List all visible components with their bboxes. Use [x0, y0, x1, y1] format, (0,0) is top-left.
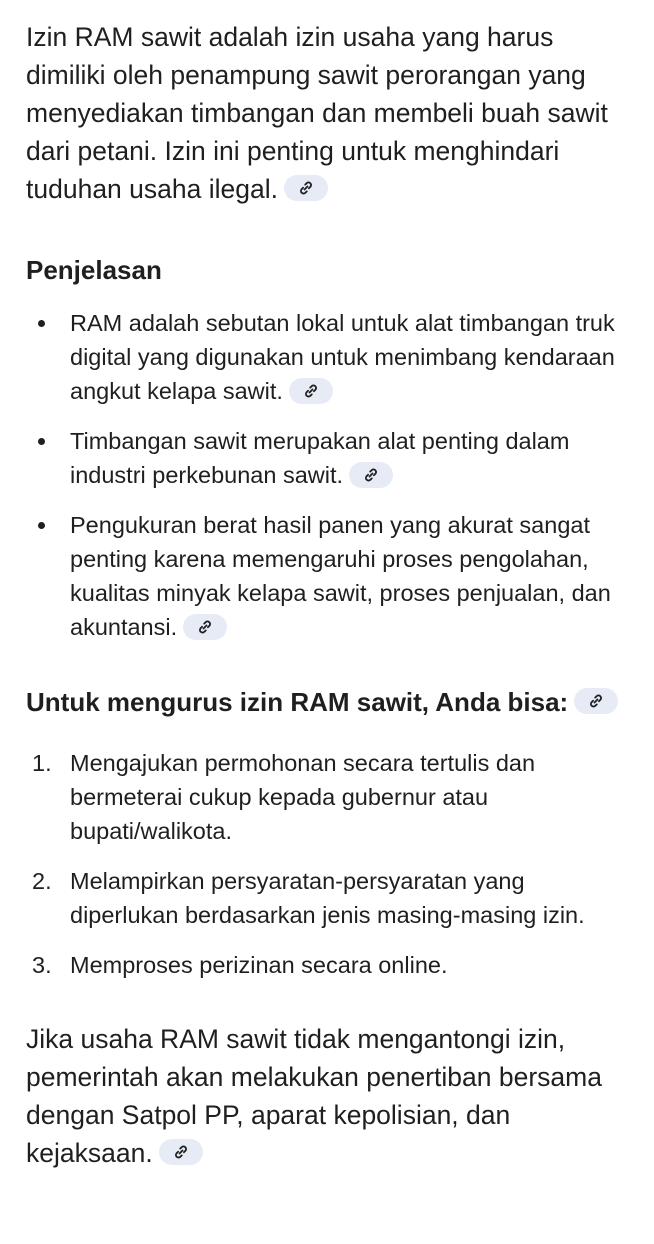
intro-text: Izin RAM sawit adalah izin usaha yang harus dimiliki oleh penampung sawit perorangan yang menyediakan timbangan dan membeli buah sawit dari petani. Izin ini penting untuk menghindari tuduhan usaha ilegal.	[26, 22, 608, 204]
link-icon	[197, 619, 213, 635]
list-item	[26, 864, 630, 932]
list-item	[26, 948, 630, 982]
explanation-list	[26, 306, 630, 644]
list-item-text: Timbangan sawit merupakan alat penting dalam industri perkebunan sawit.	[70, 428, 570, 488]
step-number: 3.	[32, 952, 52, 978]
source-link-chip[interactable]	[574, 688, 618, 714]
list-item	[26, 306, 630, 408]
list-item-text: Pengukuran berat hasil panen yang akurat sangat penting karena memengaruhi proses pengolahan, kualitas minyak kelapa sawit, proses penjualan, dan akuntansi.	[70, 512, 611, 640]
list-item	[26, 424, 630, 492]
explanation-heading: Penjelasan	[26, 255, 162, 285]
source-link-chip[interactable]	[349, 462, 393, 488]
list-item-text: RAM adalah sebutan lokal untuk alat timbangan truk digital yang digunakan untuk menimbang kendaraan angkut kelapa sawit.	[70, 310, 615, 404]
bullet-dot	[38, 320, 45, 327]
link-icon	[303, 383, 319, 399]
link-icon	[363, 467, 379, 483]
link-icon	[588, 693, 604, 709]
steps-list	[26, 746, 630, 982]
intro-paragraph	[26, 18, 630, 208]
steps-heading-text: Untuk mengurus izin RAM sawit, Anda bisa:	[26, 687, 569, 717]
list-item-text: Melampirkan persyaratan-persyaratan yang diperlukan berdasarkan jenis masing-masing izin.	[70, 868, 585, 928]
step-number: 2.	[32, 868, 52, 894]
list-item-text: Mengajukan permohonan secara tertulis dan bermeterai cukup kepada gubernur atau bupati/walikota.	[70, 750, 536, 844]
outro-paragraph	[26, 1020, 630, 1172]
source-link-chip[interactable]	[183, 614, 227, 640]
source-link-chip[interactable]	[284, 175, 328, 201]
list-item	[26, 508, 630, 644]
link-icon	[173, 1144, 189, 1160]
step-number: 1.	[32, 750, 52, 776]
source-link-chip[interactable]	[289, 378, 333, 404]
link-icon	[298, 180, 314, 196]
bullet-dot	[38, 522, 45, 529]
bullet-dot	[38, 438, 45, 445]
outro-text: Jika usaha RAM sawit tidak mengantongi izin, pemerintah akan melakukan penertiban bersama dengan Satpol PP, aparat kepolisian, dan kejaksaan.	[26, 1024, 602, 1168]
steps-heading	[26, 682, 630, 722]
source-link-chip[interactable]	[159, 1139, 203, 1165]
list-item	[26, 746, 630, 848]
list-item-text: Memproses perizinan secara online.	[70, 952, 448, 978]
response-content	[26, 18, 630, 1172]
